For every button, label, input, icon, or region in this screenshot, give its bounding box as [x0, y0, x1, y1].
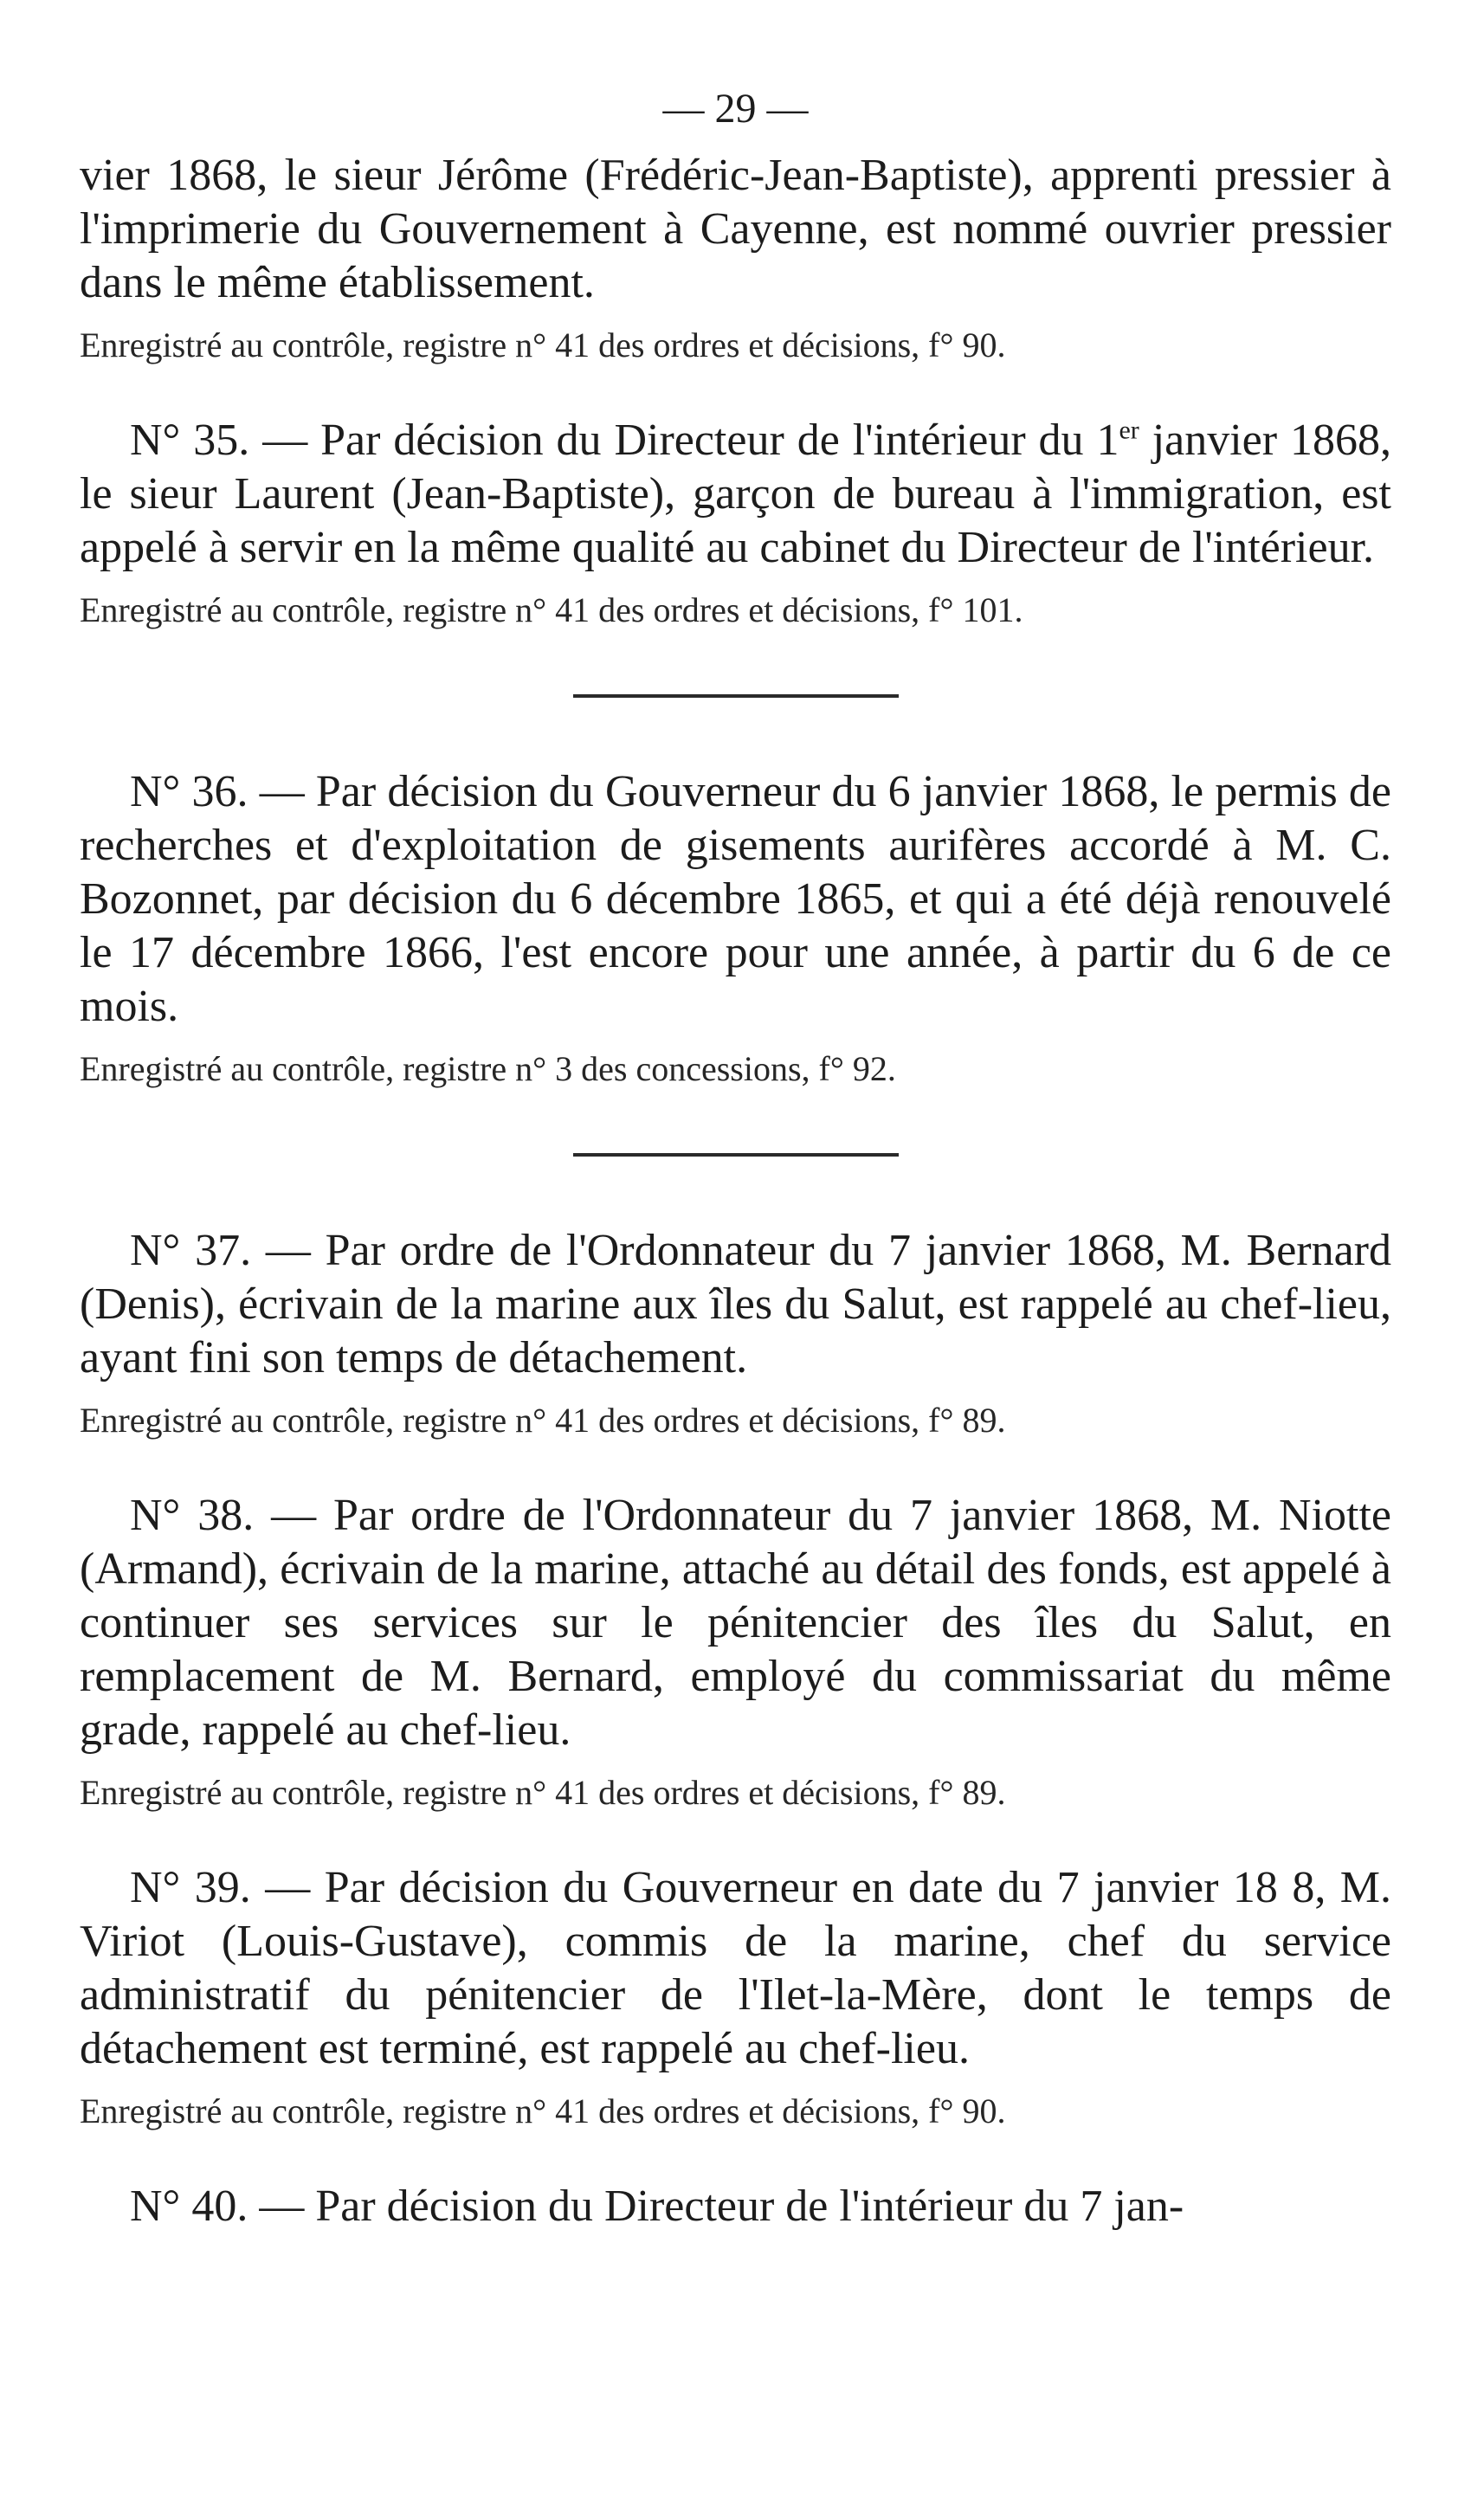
- entry-37-text: [80, 1224, 1391, 1385]
- entry-39-registration: Enregistré au contrôle, registre n° 41 des ordres et décisions, f° 90.: [80, 2091, 1006, 2130]
- entry-37-body: — Par ordre de l'Ordonnateur du 7 janvier 1868, M. Bernard (Denis), écrivain de la marine aux îles du Salut, est rappelé au chef-lieu, ayant fini son temps de détachement.: [80, 1226, 1392, 1382]
- entry-35-registration: Enregistré au contrôle, registre n° 41 des ordres et décisions, f° 101.: [80, 590, 1023, 629]
- entry-39-number: N° 39.: [130, 1863, 251, 1912]
- entry-38-text: [80, 1489, 1391, 1757]
- entry-36-number: N° 36.: [130, 767, 248, 816]
- entry-36-body: — Par décision du Gouverneur du 6 janvier 1868, le permis de recherches et d'exploitation de gisements aurifères accordé à M. C. Bozonnet, par décision du 6 décembre 1865, et qui a été déjà renouvelé le 17 décembre 1866, l'est encore pour une année, à partir du 6 de ce mois.: [80, 767, 1391, 1031]
- entry-continuation-registration: Enregistré au contrôle, registre n° 41 des ordres et décisions, f° 90.: [80, 325, 1006, 364]
- entry-40-body: — Par décision du Directeur de l'intérieur du 7 jan-: [259, 2182, 1184, 2231]
- spacer: [80, 1444, 1391, 1489]
- entry-37-registration: Enregistré au contrôle, registre n° 41 des ordres et décisions, f° 89.: [80, 1401, 1006, 1440]
- separator-block: [80, 634, 1391, 765]
- separator-block: [80, 1092, 1391, 1224]
- entry-35-superscript: er: [1119, 416, 1139, 445]
- separator-rule: [573, 1153, 899, 1157]
- entry-38-registration: Enregistré au contrôle, registre n° 41 des ordres et décisions, f° 89.: [80, 1773, 1006, 1812]
- entry-35-body-end: janvier 1868, le sieur Laurent (Jean-Baptiste), garçon de bureau à l'immigration, est appelé à servir en la même qualité au cabinet du Directeur de l'intérieur.: [80, 416, 1391, 572]
- spacer: [80, 2135, 1391, 2180]
- entry-39-text: [80, 1861, 1391, 2076]
- entry-38-body: — Par ordre de l'Ordonnateur du 7 janvier 1868, M. Niotte (Armand), écrivain de la marine, attaché au détail des fonds, est appelé à continuer ses services sur le pénitencier des îles du Salut, en remplacement de M. Bernard, employé du commissariat du même grade, rappelé au chef-lieu.: [80, 1491, 1392, 1755]
- entry-35-body-start: — Par décision du Directeur de l'intérieur du 1: [262, 416, 1119, 465]
- entry-40-text: [80, 2180, 1391, 2233]
- spacer: [80, 1816, 1391, 1861]
- separator-rule: [573, 694, 899, 698]
- entry-36-text: [80, 765, 1391, 1034]
- entry-36-registration: Enregistré au contrôle, registre n° 3 des concessions, f° 92.: [80, 1049, 896, 1088]
- entry-39-body: — Par décision du Gouverneur en date du 7 janvier 18 8, M. Viriot (Louis-Gustave), commis de la marine, chef du service administratif du pénitencier de l'Ilet-la-Mère, dont le temps de détachement est terminé, est rappelé au chef-lieu.: [80, 1863, 1392, 2073]
- entry-continuation-text: vier 1868, le sieur Jérôme (Frédéric-Jean-Baptiste), apprenti pressier à l'imprimerie du Gouvernement à Cayenne, est nommé ouvrier pressier dans le même établissement.: [80, 151, 1391, 307]
- document-page: [80, 83, 1391, 2233]
- entry-40-number: N° 40.: [130, 2182, 248, 2231]
- entry-35-text: [80, 414, 1391, 575]
- entry-35-number: N° 35.: [130, 416, 250, 465]
- entry-37-number: N° 37.: [130, 1226, 252, 1275]
- entry-38-number: N° 38.: [130, 1491, 255, 1540]
- spacer: [80, 369, 1391, 414]
- page-number: — 29 —: [662, 86, 809, 132]
